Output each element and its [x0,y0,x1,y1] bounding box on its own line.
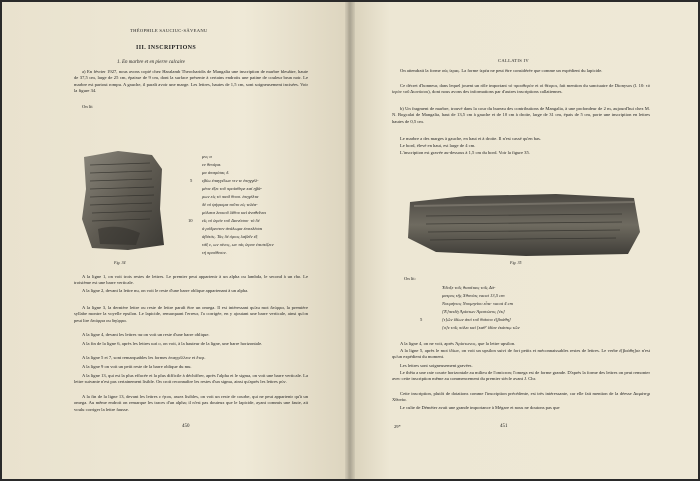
right-paragraph-3: b) Un fragment de marbre, trouvé dans la cour du bureau des contributions de Mangalia, à une profondeur de 2 m, aujourd'hui chez M. N. Bogcalai de Mangalia, haut de 13,5 cm à gauche et de 10 cm à droite, large de 31 cm, épais de 5 cm, porte une inscription en lettres hautes de 0,5 cm. [392,106,650,124]
greek-line-11: άβύτάς. Τάς δέ όροις λαβεῖν ἐξ [202,234,258,239]
figure-34-caption: Fig. 34 [114,260,126,265]
greek-line-12: τάξ ε, ων οίνος, ων τάς ίερον ἐπιστίζειν [202,242,274,247]
right-commentary-6: Le culte de Déméter avait une grande importance à Mégare et nous ne doutons pas que [400,405,560,410]
greek-line-9: εΐς τό ίερόν τοῦ Διονύσου· τό δέ [202,218,260,223]
greek-line-1: μνς α [202,154,212,159]
right-paragraph-4: Le marbre a des marges à gauche, en haut et à droite. Il n'est cassé qu'en bas. [400,136,541,141]
book-spread [2,2,698,479]
commentary-paragraph-6: A la ligne 5 et 7, sont remarquables les formes ἐπαγγέλλειν et ἔτερ. [82,355,206,360]
greek-line-5: μένα έξει τοῦ προίσθερε καί ηβά- [202,186,263,191]
commentary-paragraph-7: A la ligne 9 on voit un petit reste de la barre oblique du mu. [82,364,192,369]
right-commentary-3: Les lettres sont soigneusement gravées. [400,363,473,368]
right-paragraph-1: On attendrait la forme ούς ίερας. La forme ίερέα ne peut être considérée que comme un expédient du lapicide. [400,68,603,73]
left-page [2,2,348,479]
on-lit-label: On lit [82,104,93,109]
section-title: III. INSCRIPTIONS [136,45,197,51]
greek-line-13: τή προύθεσιν. [202,250,227,255]
right-commentary-1: A la ligne 4, on ne voit, après Ἀρίστωνος, que la lettre upsilon. [400,341,516,346]
left-page-number: 450 [182,424,190,429]
commentary-paragraph-3: A la ligne 3, la dernière lettre ou reste de lettre paraît être un omega. Il est intéressant qu'au mot δεύρρα, la première syllabe montre la voyelle epsilon. Le lapicide, remarquant l'erreur, l'a corrigée, en y ajoutant une barre verticale, ainsi qu'on peut lire δειύρρα ou δηύρρα. [74,305,308,323]
greek-line-3: μα άπαρίσας δ. [202,170,230,175]
commentary-paragraph-2: A la ligne 2, devant la lettre nu, on voit le reste d'une barre oblique appartenant à un alpha. [82,288,249,293]
figure-35-photo [406,192,642,258]
greek-b-line-3: Νουμήνιος Νουμηνίου εἶπε· vacat 4 cm [442,301,513,306]
greek-line-8: μόλατα λευκοῦ λίθου καί άναθεῖναι [202,210,266,215]
greek-line-4: εβίω έπαγγέλων νιν τε έπηγγέλ- [202,178,259,183]
right-running-head: CALLATIS IV [498,58,529,63]
greek-line-10: ά ρόδρεστον άνάλωμα ἐπιτελέσαι [202,226,263,231]
commentary-paragraph-1: A la ligne 1, on voit trois restes de lettres. Le premier peut appartenir à un alpha ou lambda, le second à un rho. Le troisième est une barre verticale. [74,274,308,286]
right-page-number: 451 [500,424,508,429]
commentary-paragraph-9: A la fin de la ligne 13, devant les lettres ε ήτου, assez lisibles, on voit un reste de courbe, qui ne peut appartenir qu'à un omega. Au même endroit on remarque les traces d'un alpha; il n'est pas douteux que le lapicide, ayant commis une faute, ait voulu corriger la lettre fausse. [74,394,308,412]
intro-paragraph: a) En février 1927, nous avons copié chez Haralamb Theocharidis de Mangalia une inscription de marbre bleuâtre, haute de 37,5 cm, large de 25 cm, épaisse de 9 cm, dont la surface présente à certains endroits une patine de couleur brun noir. Le marbre est partout rompu. A gauche, il paraît avoir une marge. Les lettres, hautes de 1,5 cm, sont soigneusement incisées. Voir la figure 34. [74,69,308,93]
greek-b-line-6: [σ]ε τοῖς πόλει καί [καθ' ἰδίαν ἑκάστῳ τῶν [442,325,520,330]
commentary-paragraph-5: A la fin de la ligne 6, après les lettres καί ο, on voit, à la hauteur de la ligne, une barre horizontale. [82,341,263,346]
greek-line-2: εν θενάρα. [202,162,222,167]
greek-b-line-1: Ἐδοξε τοῖς θιασίταις τοῖς Δά- [442,285,496,290]
right-paragraph-5: Le bord, élevé en haut, est large de 4 cm. [400,143,476,148]
greek-b-line-number-5: 5 [420,317,423,322]
stone-fragment-image [406,192,642,258]
signature-mark: 29* [394,424,401,429]
greek-b-line-5: [τ]ῶν ἰδίων ἀπό τοῦ θιάσου ἐ[βοάθη] [442,317,511,322]
right-on-lit-label: On lit: [404,276,416,281]
greek-b-line-2: ματρος τῆς Χθονίας vacat 13,5 cm [442,293,505,298]
greek-line-number-5: 5 [190,178,193,183]
marble-fragment-image [78,149,166,253]
left-running-head: THÉOPHILE SAUCIUC-SĂVEANU [130,28,208,33]
greek-line-7: δέ τό ψήφισμα τοῦτο είς τελέα- [202,202,258,207]
right-paragraph-6: L'inscription est gravée au-dessous à 1,5 cm du bord. Voir la figure 35. [400,150,530,155]
right-commentary-2: A la ligne 5, après le mot ἰδίων, on voit un upsilon suivi de fort petits et méconnaissables restes de lettres. Le verbe ἐ[βοάθη]σε n'est qu'un expédient du moment. [392,348,650,360]
greek-line-number-10: 10 [188,218,193,223]
right-paragraph-2: Ce décret d'honneur, dans lequel jouent un rôle important τό προσθερόν et οί θέοροι, fait mention du sanctuaire de Dionysos (l. 10: τό ίερόν τοῦ Διονύσου), dont nous avons des informations par d'autres inscriptions callatiennes. [392,83,650,95]
figure-35-caption: Fig. 35 [510,260,522,265]
commentary-paragraph-4: A la ligne 4, devant les lettres πα on voit un reste d'une barre oblique. [82,332,210,337]
greek-line-6: ρων είς τό παιδ θουσ. ἐπηγέλτα [202,194,259,199]
figure-34-photo [78,149,166,253]
right-page [348,2,698,479]
right-commentary-4: Le thêta a une raie courte horizontale au milieu de l'omicron; l'omega est de forme grande. D'après la forme des lettres on peut remonter avec cette inscription même au commencement du premier siècle avant J. Chr. [392,370,650,382]
commentary-paragraph-8: A la ligne 13, qui est la plus effacée et la plus difficile à déchiffrer, après l'alpha et le sigma, on voit une barre verticale. La lettre suivante n'est pas certainement lisible. On croit reconnaître les restes d'un sigma, ainsi qu'après les lettres ρύν. [74,373,308,385]
right-commentary-5: Cette inscription, plutôt de dotations comme l'inscription précédente, est très intéressante, car elle fait mention de la déesse Δαμάτηρ Χθονία. [392,391,650,403]
book-gutter [345,2,355,479]
subsection-title: 1. En marbre et en pierre calcaire [117,60,185,65]
greek-b-line-4: [Ἐ]πειδὴ Ἀρίστων Ἀριστώνος [ἐκ] [442,309,505,314]
